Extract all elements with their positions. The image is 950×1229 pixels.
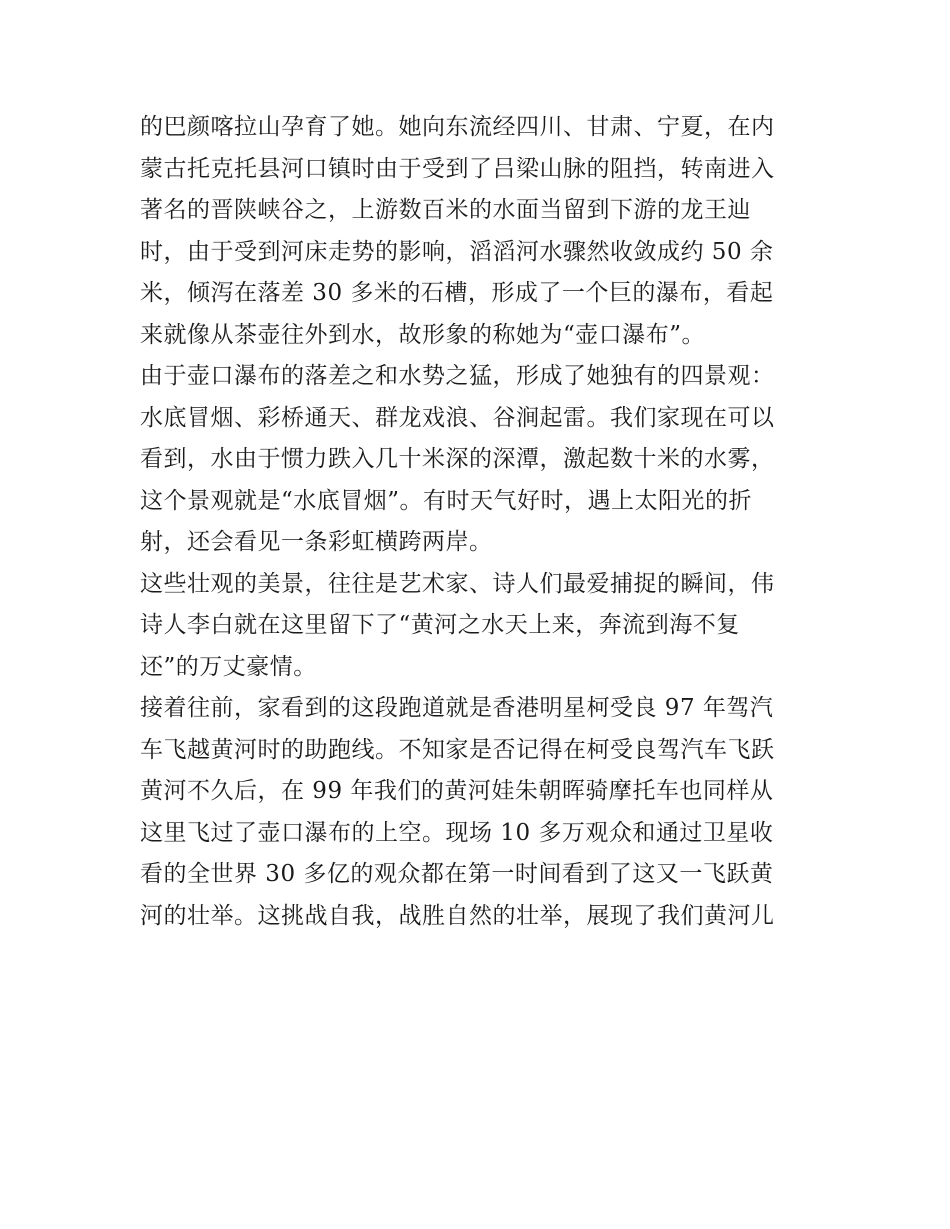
text-line: 由于壶口瀑布的落差之和水势之猛，形成了她独有的四景观： — [140, 363, 775, 389]
text-line: 这个景观就是“水底冒烟”。有时天气好时，遇上太阳光的折 — [140, 487, 753, 514]
text-line: 河的壮举。这挑战自我，战胜自然的壮举，展现了我们黄河儿 — [140, 902, 775, 929]
text-line: 来就像从茶壶往外到水，故形象的称她为“壶口瀑布”。 — [140, 321, 706, 348]
text-line: 蒙古托克托县河口镇时由于受到了吕梁山脉的阻挡，转南进入 — [140, 155, 775, 182]
text-line: 还”的万丈豪情。 — [140, 653, 317, 680]
text-line: 米，倾泻在落差 30 多米的石槽，形成了一个巨的瀑布，看起 — [140, 280, 774, 306]
text-line: 著名的晋陕峡谷之，上游数百米的水面当留到下游的龙王辿 — [140, 197, 751, 223]
text-line: 看到，水由于惯力跌入几十米深的深潭，激起数十米的水雾， — [140, 446, 775, 472]
text-line: 黄河不久后，在 99 年我们的黄河娃朱朝晖骑摩托车也同样从 — [140, 778, 774, 804]
text-line: 这些壮观的美景，往往是艺术家、诗人们最爱捕捉的瞬间，伟 — [140, 570, 775, 597]
text-line: 看的全世界 30 多亿的观众都在第一时间看到了这又一飞跃黄 — [140, 861, 774, 887]
text-line: 射，还会看见一条彩虹横跨两岸。 — [140, 529, 493, 555]
text-line: 这里飞过了壶口瀑布的上空。现场 10 多万观众和通过卫星收 — [140, 819, 774, 846]
text-line: 的巴颜喀拉山孕育了她。她向东流经四川、甘肃、宁夏，在内 — [140, 114, 775, 140]
text-line: 接着往前，家看到的这段跑道就是香港明星柯受良 97 年驾汽 — [140, 695, 774, 721]
text-line: 诗人李白就在这里留下了“黄河之水天上来，奔流到海不复 — [140, 612, 740, 638]
text-line: 水底冒烟、彩桥通天、群龙戏浪、谷涧起雷。我们家现在可以 — [140, 404, 775, 431]
text-line: 时，由于受到河床走势的影响，滔滔河水骤然收敛成约 50 余 — [140, 238, 774, 265]
text-line: 车飞越黄河时的助跑线。不知家是否记得在柯受良驾汽车飞跃 — [140, 736, 775, 763]
body-text — [140, 107, 820, 937]
